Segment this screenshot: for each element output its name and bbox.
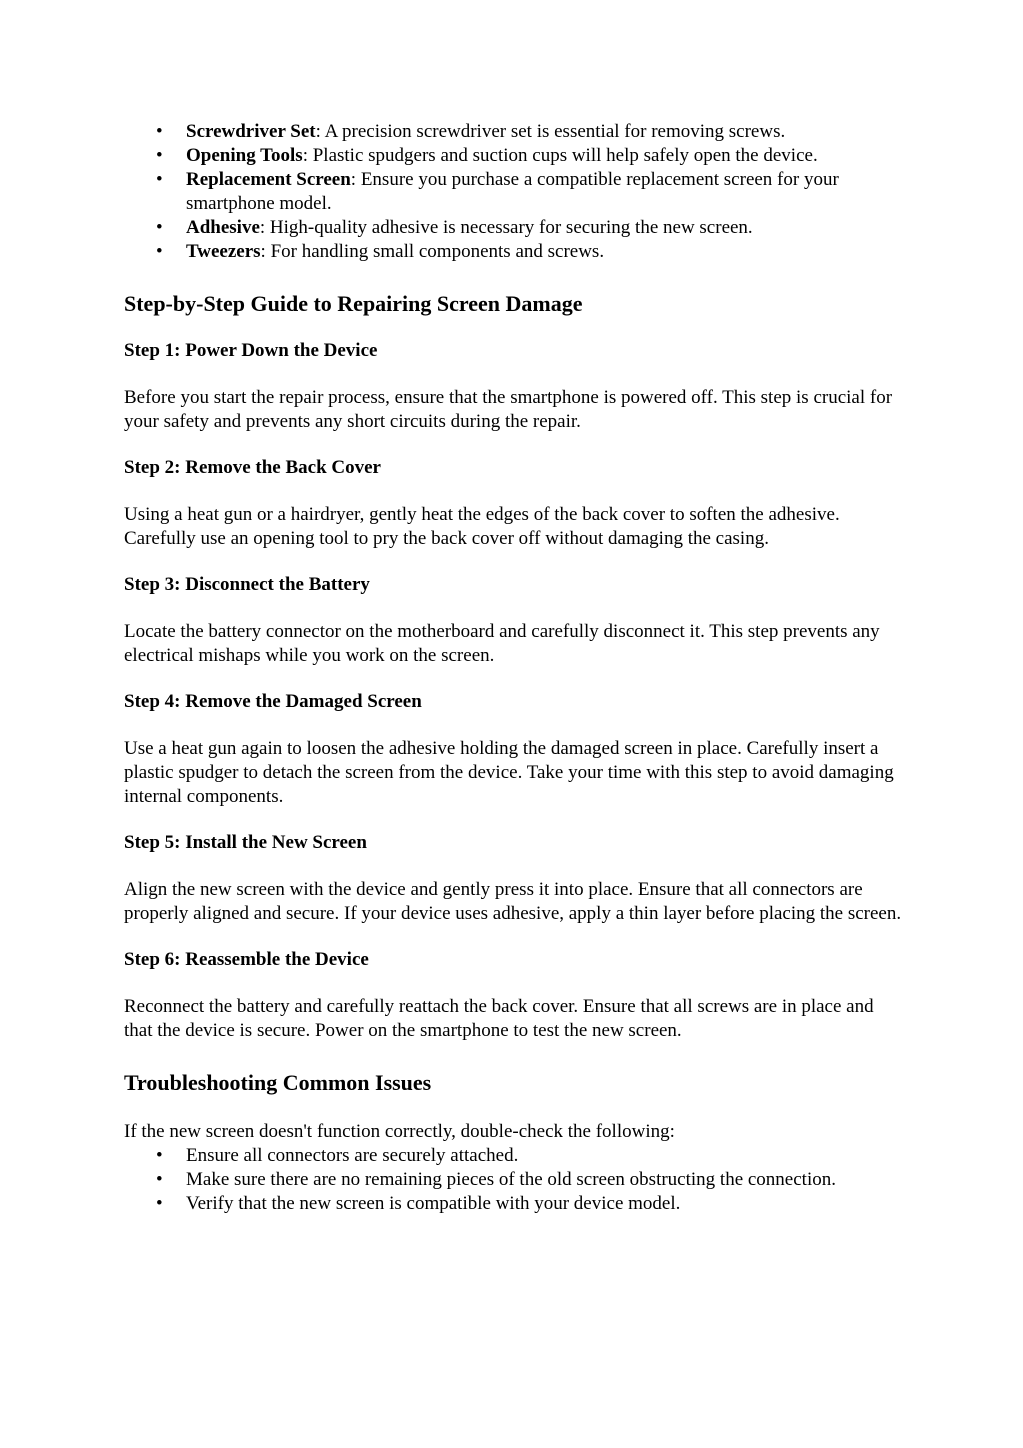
list-item	[124, 216, 904, 240]
tool-description: : For handling small components and screws.	[260, 241, 605, 262]
step-title: Step 5: Install the New Screen	[124, 832, 367, 853]
list-item: • Make sure there are no remaining pieces of the old screen obstructing the connection.	[124, 1168, 904, 1192]
tool-description: : A precision screwdriver set is essential for removing screws.	[315, 121, 786, 142]
tool-term: Adhesive	[186, 217, 260, 238]
tool-description: : High-quality adhesive is necessary for securing the new screen.	[259, 217, 753, 238]
step-title: Step 2: Remove the Back Cover	[124, 457, 381, 478]
guide-heading: Step-by-Step Guide to Repairing Screen Damage	[124, 291, 583, 316]
step-title: Step 3: Disconnect the Battery	[124, 574, 370, 595]
list-item	[124, 240, 904, 264]
document-page	[124, 120, 904, 1216]
list-item	[124, 168, 904, 216]
step-text: Reconnect the battery and carefully reattach the back cover. Ensure that all screws are in place and that the device is secure. Power on the smartphone to test the new screen.	[124, 996, 874, 1041]
step-title: Step 1: Power Down the Device	[124, 340, 378, 361]
tool-description: : Plastic spudgers and suction cups will help safely open the device.	[302, 145, 818, 166]
tool-term: Screwdriver Set	[186, 121, 316, 142]
step-text: Using a heat gun or a hairdryer, gently heat the edges of the back cover to soften the adhesive. Carefully use an opening tool to pry the back cover off without damaging the casing.	[124, 504, 840, 549]
list-item: • Ensure all connectors are securely attached.	[124, 1144, 904, 1168]
step-title: Step 6: Reassemble the Device	[124, 949, 369, 970]
step-text: Use a heat gun again to loosen the adhesive holding the damaged screen in place. Carefully insert a plastic spudger to detach the screen from the device. Take your time with this step to avoid damaging internal components.	[124, 738, 894, 807]
list-item	[124, 120, 904, 144]
step-title: Step 4: Remove the Damaged Screen	[124, 691, 422, 712]
tools-list	[124, 120, 904, 264]
troubleshooting-intro: If the new screen doesn't function correctly, double-check the following:	[124, 1121, 675, 1142]
tool-term: Replacement Screen	[186, 169, 351, 190]
tool-term: Opening Tools	[186, 145, 303, 166]
step-text: Locate the battery connector on the motherboard and carefully disconnect it. This step prevents any electrical mishaps while you work on the screen.	[124, 621, 880, 666]
tool-term: Tweezers	[186, 241, 261, 262]
troubleshooting-heading: Troubleshooting Common Issues	[124, 1070, 432, 1095]
list-item: • Verify that the new screen is compatible with your device model.	[124, 1192, 904, 1216]
troubleshooting-list	[124, 1144, 904, 1216]
step-text: Align the new screen with the device and gently press it into place. Ensure that all connectors are properly aligned and secure. If your device uses adhesive, apply a thin layer before placing the screen.	[124, 879, 902, 924]
step-text: Before you start the repair process, ensure that the smartphone is powered off. This step is crucial for your safety and prevents any short circuits during the repair.	[124, 387, 893, 432]
list-item	[124, 144, 904, 168]
tool-description: : Ensure you purchase a compatible replacement screen for your smartphone model.	[186, 169, 839, 214]
